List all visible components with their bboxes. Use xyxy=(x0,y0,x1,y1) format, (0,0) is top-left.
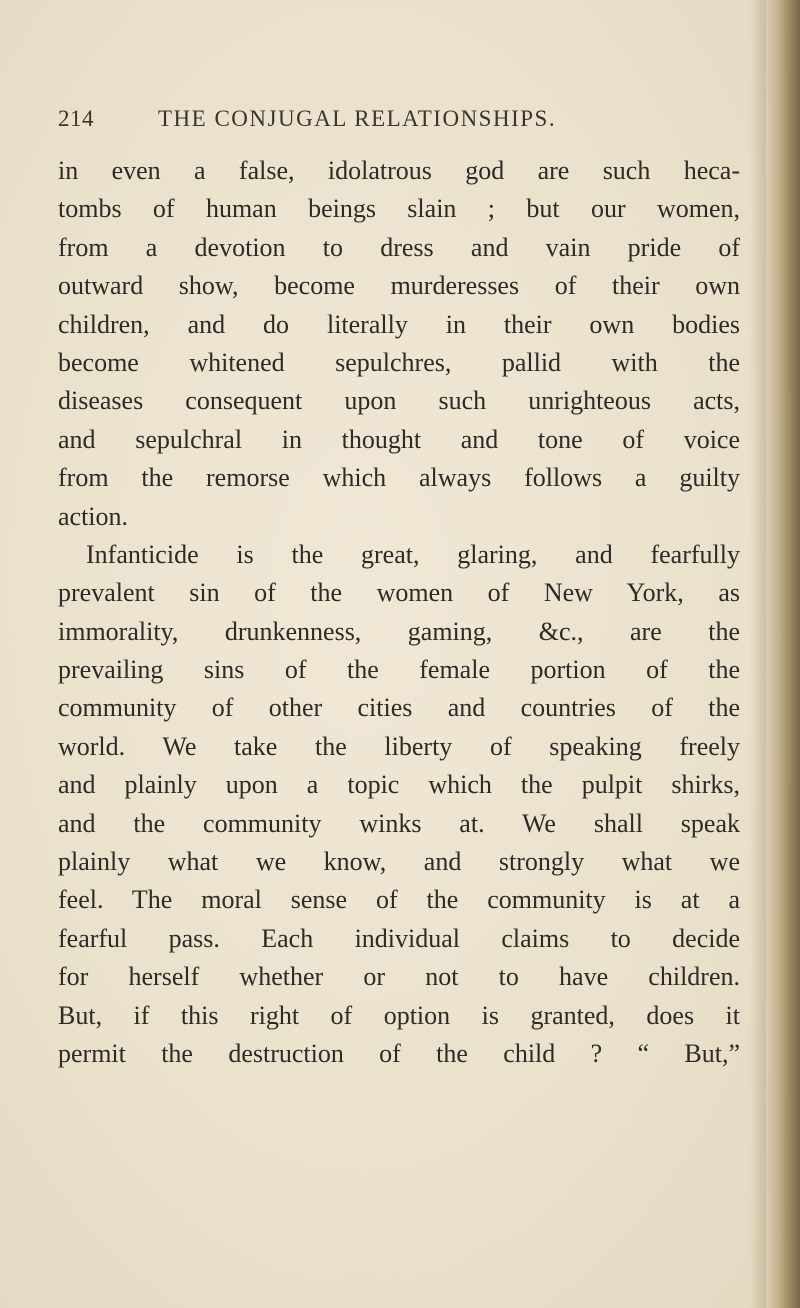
text-line: and sepulchral in thought and tone of voice xyxy=(58,424,740,454)
page-gutter-shadow xyxy=(750,0,766,1308)
text-line: tombs of human beings slain ; but our women, xyxy=(58,194,740,224)
text-line: and plainly upon a topic which the pulpit shirks, xyxy=(58,770,740,800)
text-line: for herself whether or not to have children. xyxy=(58,962,740,992)
page-edge xyxy=(766,0,800,1308)
running-head xyxy=(58,106,718,136)
text-line: diseases consequent upon such unrighteous acts, xyxy=(58,386,740,416)
text-line: from the remorse which always follows a guilty xyxy=(58,463,740,493)
text-line: prevalent sin of the women of New York, as xyxy=(58,578,740,608)
text-line: from a devotion to dress and vain pride of xyxy=(58,232,740,262)
text-line: prevailing sins of the female portion of the xyxy=(58,655,740,685)
text-line: and the community winks at. We shall speak xyxy=(58,808,740,838)
text-line: But, if this right of option is granted, does it xyxy=(58,1000,740,1030)
text-line: community of other cities and countries of the xyxy=(58,693,740,723)
text-line: plainly what we know, and strongly what we xyxy=(58,847,740,877)
text-line: immorality, drunkenness, gaming, &c., are the xyxy=(58,616,740,646)
text-line: outward show, become murderesses of their own xyxy=(58,271,740,301)
text-line: in even a false, idolatrous god are such heca- xyxy=(58,156,740,185)
text-line: world. We take the liberty of speaking freely xyxy=(58,731,740,761)
running-title: THE CONJUGAL RELATIONSHIPS. xyxy=(158,106,557,131)
page-number: 214 xyxy=(58,106,94,131)
text-line: fearful pass. Each individual claims to decide xyxy=(58,923,740,953)
body-text xyxy=(58,152,740,1073)
text-line: feel. The moral sense of the community is at a xyxy=(58,885,740,915)
text-line: children, and do literally in their own bodies xyxy=(58,309,740,339)
text-line: action. xyxy=(58,501,129,531)
text-line: permit the destruction of the child ? “ But,” xyxy=(58,1038,740,1068)
text-line: become whitened sepulchres, pallid with the xyxy=(58,347,740,377)
text-line: Infanticide is the great, glaring, and fearfully xyxy=(86,539,740,569)
